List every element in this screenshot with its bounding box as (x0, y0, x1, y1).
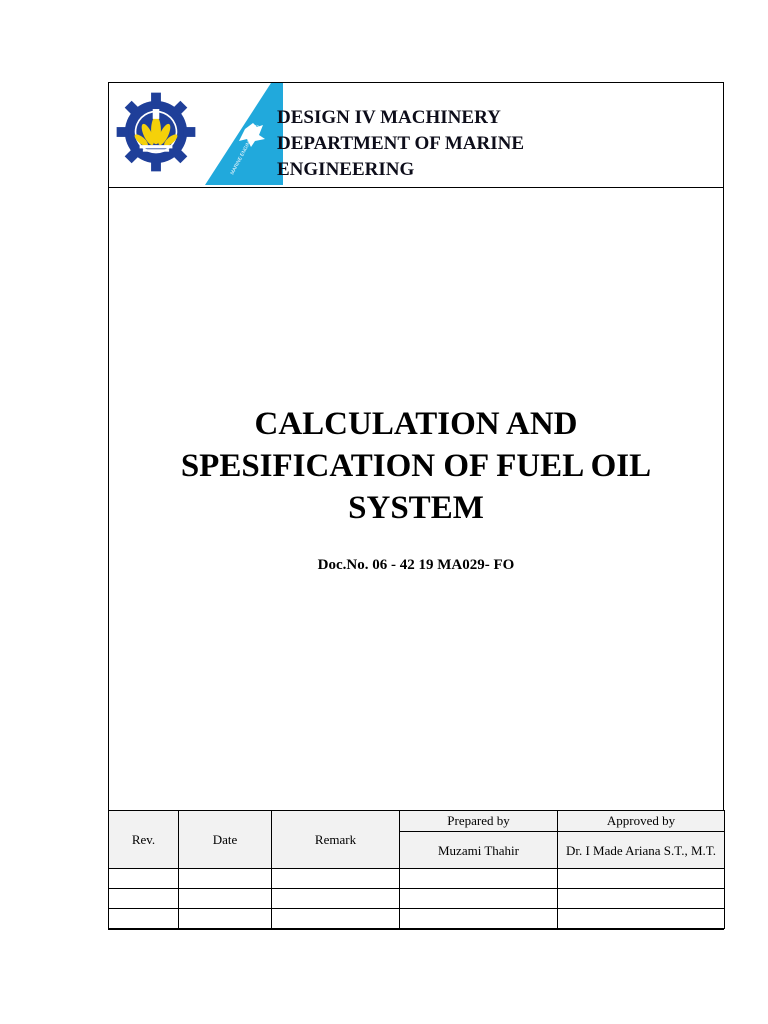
header-line-2: DEPARTMENT OF MARINE (277, 133, 525, 154)
document-number: Doc.No. 06 - 42 19 MA029- FO (317, 557, 515, 573)
document-frame (108, 82, 724, 930)
table-cell (272, 909, 400, 929)
document-title (109, 403, 723, 529)
title-line-3: SYSTEM (348, 490, 484, 526)
table-cell (400, 909, 558, 929)
approved-by-header: Approved by (558, 811, 725, 832)
header-line-1: DESIGN IV MACHINERY (277, 107, 501, 128)
table-cell (109, 909, 179, 929)
table-cell (179, 869, 272, 889)
table-cell (179, 889, 272, 909)
prepared-by-header: Prepared by (400, 811, 558, 832)
rev-header: Rev. (109, 811, 179, 869)
approved-by-name: Dr. I Made Ariana S.T., M.T. (558, 832, 725, 869)
table-cell (109, 869, 179, 889)
dept-logo-text: MARINE ENGINEERING (229, 123, 261, 176)
table-cell (400, 869, 558, 889)
marine-engineering-logo (205, 83, 283, 185)
table-row (109, 909, 725, 929)
table-cell (558, 889, 725, 909)
table-cell (179, 909, 272, 929)
date-header: Date (179, 811, 272, 869)
table-cell (558, 869, 725, 889)
document-header (109, 83, 723, 188)
table-cell (109, 889, 179, 909)
revision-table (108, 810, 725, 929)
table-cell (400, 889, 558, 909)
prepared-by-name: Muzami Thahir (400, 832, 558, 869)
remark-header: Remark (272, 811, 400, 869)
header-line-3: ENGINEERING (277, 159, 415, 180)
its-university-logo (115, 91, 197, 173)
table-cell (272, 889, 400, 909)
table-cell (272, 869, 400, 889)
table-cell (558, 909, 725, 929)
header-text (277, 105, 524, 183)
title-block (109, 403, 723, 574)
table-row (109, 889, 725, 909)
title-line-1: CALCULATION AND (254, 406, 578, 442)
title-line-2: SPESIFICATION OF FUEL OIL (180, 448, 652, 484)
table-row (109, 869, 725, 889)
